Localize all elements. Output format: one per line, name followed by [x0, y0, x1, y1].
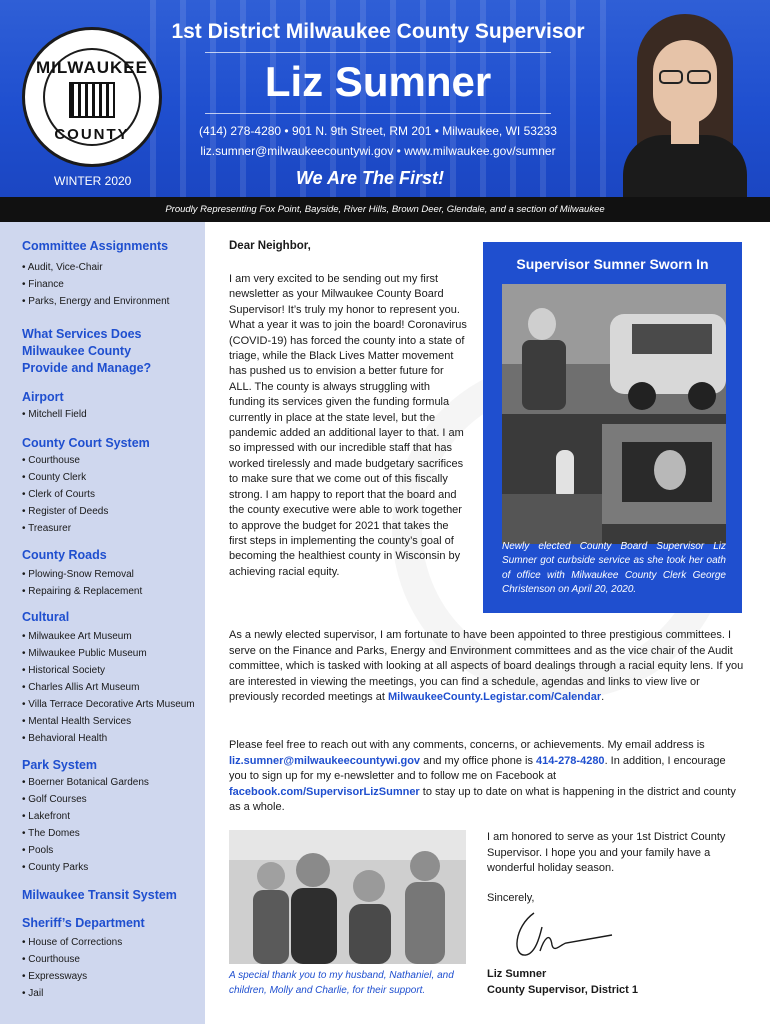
list-item: • Jail	[22, 988, 44, 999]
services-heading-line2: Milwaukee County	[22, 344, 132, 358]
list-item: • Boerner Botanical Gardens	[22, 777, 149, 788]
list-item: • Charles Allis Art Museum	[22, 682, 140, 693]
signature-title: County Supervisor, District 1	[487, 984, 638, 996]
list-item: • Clerk of Courts	[22, 489, 95, 500]
transit-heading: Milwaukee Transit System	[22, 888, 177, 902]
sworn-in-title: Supervisor Sumner Sworn In	[516, 256, 709, 272]
list-item: • Villa Terrace Decorative Arts Museum	[22, 699, 195, 710]
header-divider-bottom	[205, 113, 551, 114]
services-heading-line3: Provide and Manage?	[22, 361, 152, 375]
swearing-in-photo-2	[502, 414, 726, 544]
portrait-glasses	[655, 70, 715, 84]
roads-heading: County Roads	[22, 548, 107, 562]
seal-top-text: MILWAUKEE	[36, 58, 148, 77]
list-item: • Parks, Energy and Environment	[22, 296, 170, 307]
p2-end: .	[601, 691, 605, 704]
portrait-clothing	[623, 135, 747, 197]
committee-heading: Committee Assignments	[22, 239, 169, 253]
signature-name: Liz Sumner	[487, 968, 547, 980]
phone-link[interactable]: 414-278-4280	[536, 754, 605, 767]
list-item: • Milwaukee Public Museum	[22, 648, 147, 659]
list-item: • Pools	[22, 845, 54, 856]
closing-paragraph: I am honored to serve as your 1st District County Supervisor. I hope you and your family have a wonderful holiday season.	[487, 831, 726, 875]
seal-bottom-text: COUNTY	[54, 126, 130, 143]
contact-address: (414) 278-4280 • 901 N. 9th Street, RM 201 • Milwaukee, WI 53233	[199, 124, 557, 138]
list-item: • Expressways	[22, 971, 88, 982]
list-item: • Audit, Vice-Chair	[22, 262, 103, 273]
list-item: • County Parks	[22, 862, 89, 873]
sheriff-heading: Sheriff’s Department	[22, 916, 145, 930]
sworn-in-caption: Newly elected County Board Supervisor Liz Sumner got curbside service as she took her oath of office with Milwaukee County Clerk George Christenson on April 20, 2020.	[502, 541, 726, 596]
court-heading: County Court System	[22, 436, 150, 450]
supervisor-portrait	[615, 10, 755, 197]
p3-text-d: to stay up to date on what is happening in the district and county as a whole.	[229, 785, 736, 814]
photo-1-scene	[502, 284, 726, 414]
family-scene	[229, 830, 466, 964]
list-item: • Courthouse	[22, 455, 80, 466]
cultural-heading: Cultural	[22, 610, 70, 624]
list-item: • The Domes	[22, 828, 80, 839]
list-item: • Finance	[22, 279, 64, 290]
list-item: • Golf Courses	[22, 794, 87, 805]
sworn-in-box	[483, 242, 742, 613]
p2-text: As a newly elected supervisor, I am fortunate to have been appointed to three prestigious committees. I serve on the Finance and Parks, Energy and Environment committees and as the vice chair of the Audit committee, which is tasked with looking at all aspects of board dealings through a racial equity lens. If you are interested in viewing the meetings, you can find a schedule, agendas and links to view live or previously recorded meetings at	[229, 629, 744, 704]
county-seal	[22, 27, 162, 167]
header-banner	[0, 0, 770, 197]
family-caption: A special thank you to my husband, Nathaniel, and children, Molly and Charlie, for their support.	[229, 970, 454, 996]
letter-paragraph-2	[229, 628, 745, 706]
list-item: • Behavioral Health	[22, 733, 108, 744]
salutation: Dear Neighbor,	[229, 240, 311, 252]
parks-heading: Park System	[22, 758, 98, 772]
letter-paragraph-3	[229, 738, 745, 816]
family-photo	[229, 830, 466, 964]
photo-2-scene	[502, 414, 726, 544]
list-item: • Plowing-Snow Removal	[22, 569, 134, 580]
list-item: • Historical Society	[22, 665, 105, 676]
p3-text-c: . In addition, I encourage you to sign up for my e-newsletter and to follow me on Facebook at	[229, 754, 726, 783]
list-item: • Register of Deeds	[22, 506, 109, 517]
p3-text-b: and my office phone is	[420, 754, 537, 767]
header-title: 1st District Milwaukee County Supervisor	[171, 20, 585, 43]
glasses-lens-left	[659, 70, 683, 84]
list-item: • Courthouse	[22, 954, 80, 965]
list-item: • County Clerk	[22, 472, 87, 483]
edition-season: WINTER 2020	[54, 174, 132, 188]
signature-icon	[500, 905, 620, 965]
sincerely: Sincerely,	[487, 892, 535, 904]
letter-paragraph-1: I am very excited to be sending out my first newsletter as your Milwaukee County Board Supervisor! It’s truly my honor to represent you. What a year it was to join the board! Coronavirus (COVID-19) has forced the county into a state of triage, while the Black Lives Matter movement has pushed us to envision a better future for ALL. The county is always struggling with funding its services given the funding formula currently in place at the state level, but the pandemic added an additional layer to that. I am so impressed with our incredible staff that has worked tirelessly and made budgetary sacrifices to make sure that we come out of this fiscally strong. I am happy to report that the board and the county executive were able to work together to approve the budget for 2021 that takes the first steps in implementing the county’s goal of becoming the healthiest county in Wisconsin by achieving racial equity.	[229, 273, 467, 578]
list-item: • Repairing & Replacement	[22, 586, 143, 597]
list-item: • House of Corrections	[22, 937, 123, 948]
list-item: • Milwaukee Art Museum	[22, 631, 132, 642]
header-divider-top	[205, 52, 551, 53]
p3-text-a: Please feel free to reach out with any comments, concerns, or achievements. My email address is	[229, 739, 705, 751]
list-item: • Treasurer	[22, 523, 72, 534]
services-heading-line1: What Services Does	[22, 327, 142, 341]
list-item: • Lakefront	[22, 811, 70, 822]
glasses-lens-right	[687, 70, 711, 84]
seal-building-icon	[69, 82, 115, 118]
supervisor-name: Liz Sumner	[264, 58, 492, 105]
email-link[interactable]: liz.sumner@milwaukeecountywi.gov	[229, 754, 421, 767]
list-item: • Mitchell Field	[22, 409, 87, 420]
slogan: We Are The First!	[295, 168, 445, 188]
district-tagline: Proudly Representing Fox Point, Bayside, River Hills, Brown Deer, Glendale, and a section of Milwaukee	[0, 197, 770, 222]
facebook-link[interactable]: facebook.com/SupervisorLizSumner	[229, 785, 420, 798]
list-item: • Mental Health Services	[22, 716, 132, 727]
legistar-calendar-link[interactable]: MilwaukeeCounty.Legistar.com/Calendar	[387, 691, 602, 704]
airport-heading: Airport	[22, 390, 64, 404]
contact-web: liz.sumner@milwaukeecountywi.gov • www.milwaukee.gov/sumner	[200, 144, 556, 158]
